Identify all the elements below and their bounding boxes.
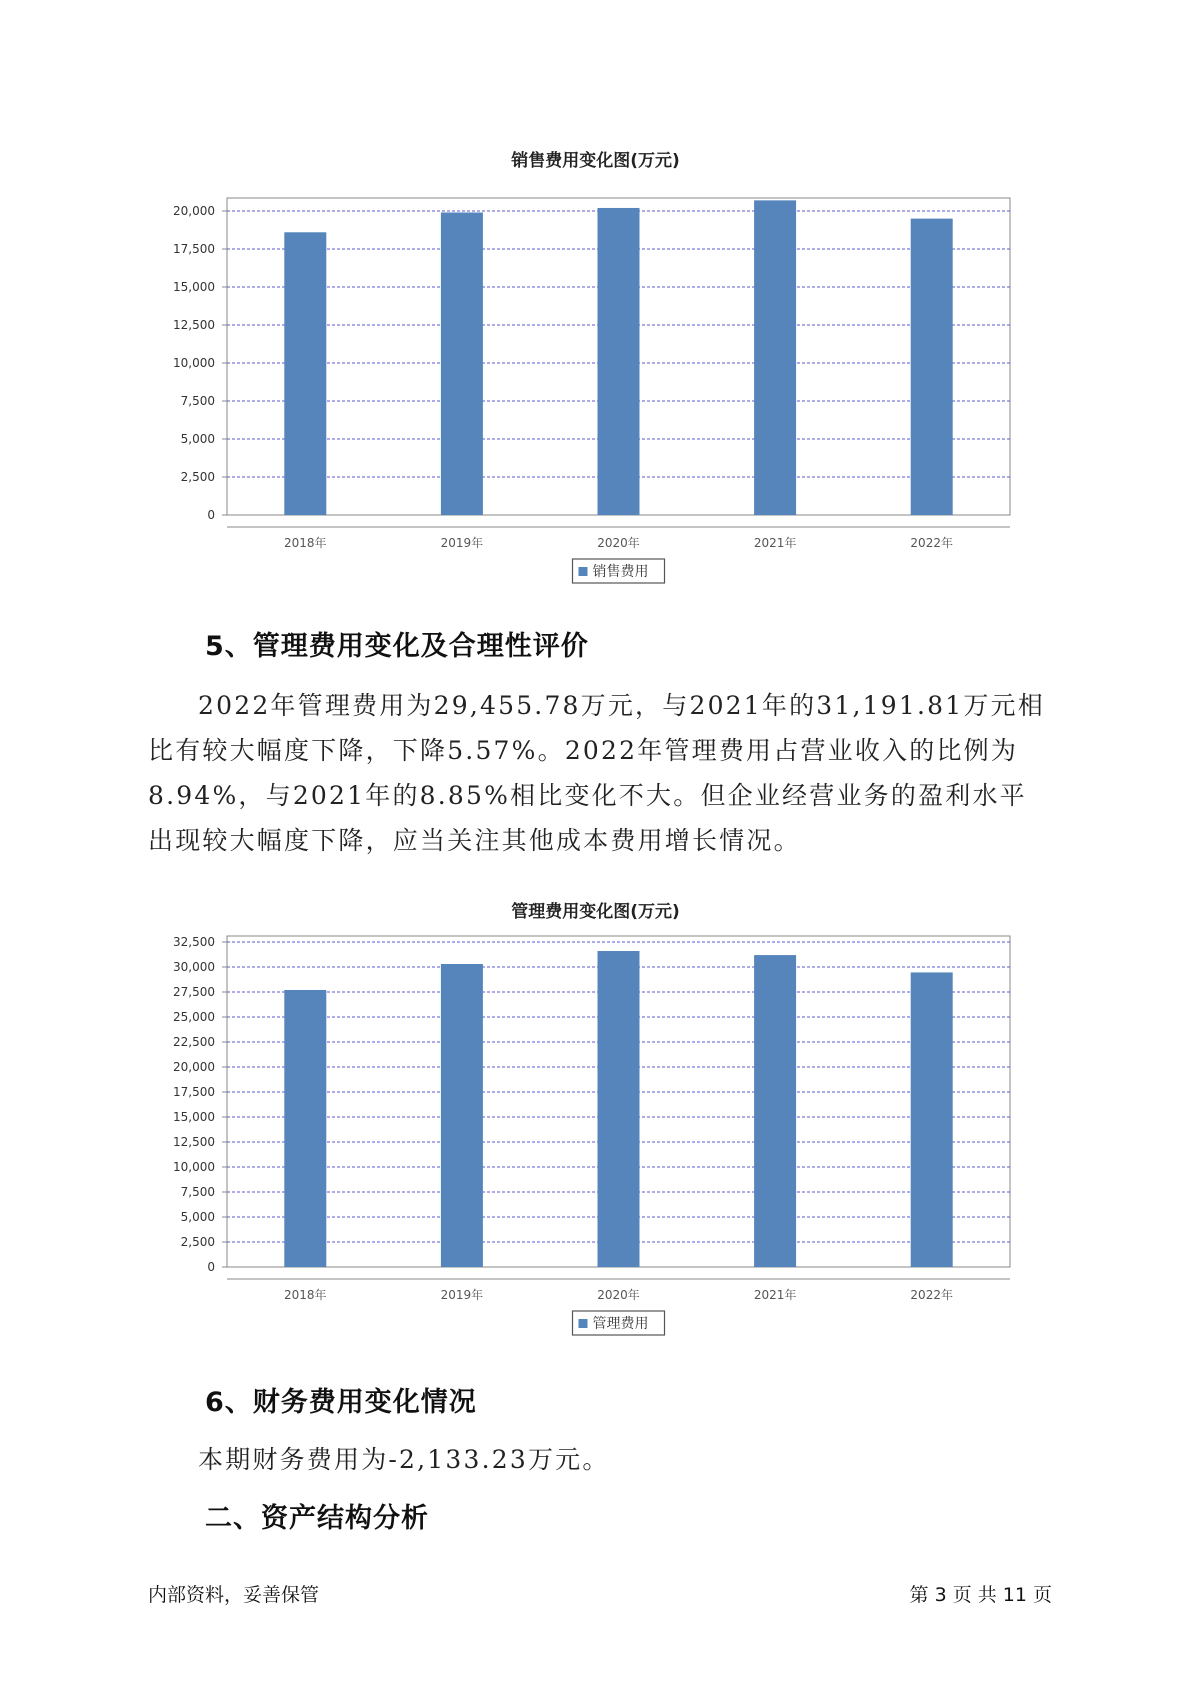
y-tick-label: 17,500	[173, 242, 215, 256]
legend-label: 销售费用	[592, 564, 649, 580]
y-tick-label: 7,500	[180, 1185, 215, 1199]
y-tick-label: 15,000	[173, 280, 215, 294]
bar	[754, 955, 796, 1267]
legend-swatch	[579, 1319, 588, 1328]
y-tick-label: 5,000	[180, 1210, 215, 1224]
y-tick-label: 15,000	[173, 1110, 215, 1124]
y-tick-label: 17,500	[173, 1085, 215, 1099]
section5-paragraph-text: 2022年管理费用为29,455.78万元，与2021年的31,191.81万元相比有较大幅度下降，下降5.57%。2022年管理费用占营业收入的比例为8.94%，与2021年的8.85%相比变化不大。但企业经营业务的盈利水平出现较大幅度下降，应当关注其他成本费用增长情况。	[148, 691, 1045, 855]
section-two-heading: 二、资产结构分析	[205, 1503, 429, 1534]
x-tick-label: 2019年	[440, 536, 484, 550]
y-tick-label: 10,000	[173, 356, 215, 370]
footer-confidential-note: 内部资料，妥善保管	[148, 1584, 320, 1606]
x-tick-label: 2022年	[910, 536, 953, 550]
y-tick-label: 10,000	[173, 1160, 215, 1174]
x-tick-label: 2018年	[284, 536, 327, 550]
y-tick-label: 27,500	[173, 985, 215, 999]
x-tick-label: 2021年	[753, 536, 797, 550]
y-tick-label: 7,500	[180, 394, 215, 408]
x-tick-label: 2018年	[284, 1288, 327, 1302]
section6-paragraph-text: 本期财务费用为-2,133.23万元。	[198, 1445, 610, 1474]
bar	[598, 951, 640, 1267]
y-tick-label: 0	[207, 1260, 215, 1274]
x-tick-label: 2020年	[597, 1288, 640, 1302]
section6-paragraph	[148, 1437, 1048, 1482]
y-tick-label: 12,500	[173, 1135, 215, 1149]
legend-label: 管理费用	[592, 1316, 649, 1332]
chart-legend	[573, 1311, 665, 1335]
y-tick-label: 12,500	[173, 318, 215, 332]
bar	[284, 990, 326, 1267]
y-tick-label: 20,000	[173, 204, 215, 218]
bar	[911, 972, 953, 1267]
sales-chart-title: 销售费用变化图(万元)	[511, 151, 680, 171]
x-tick-label: 2022年	[910, 1288, 953, 1302]
y-tick-label: 25,000	[173, 1010, 215, 1024]
section6-heading: 6、财务费用变化情况	[205, 1387, 477, 1418]
y-tick-label: 30,000	[173, 960, 215, 974]
x-tick-label: 2021年	[753, 1288, 797, 1302]
footer-page-number: 第 3 页 共 11 页	[909, 1584, 1052, 1606]
y-tick-label: 5,000	[180, 432, 215, 446]
y-tick-label: 0	[207, 508, 215, 522]
y-tick-label: 20,000	[173, 1060, 215, 1074]
x-tick-label: 2020年	[597, 536, 640, 550]
bar	[441, 964, 483, 1267]
x-tick-label: 2019年	[440, 1288, 484, 1302]
mgmt-chart-title: 管理费用变化图(万元)	[511, 902, 680, 922]
section5-heading: 5、管理费用变化及合理性评价	[205, 631, 589, 662]
y-tick-label: 22,500	[173, 1035, 215, 1049]
y-tick-label: 32,500	[173, 935, 215, 949]
y-tick-label: 2,500	[180, 470, 215, 484]
y-tick-label: 2,500	[180, 1235, 215, 1249]
